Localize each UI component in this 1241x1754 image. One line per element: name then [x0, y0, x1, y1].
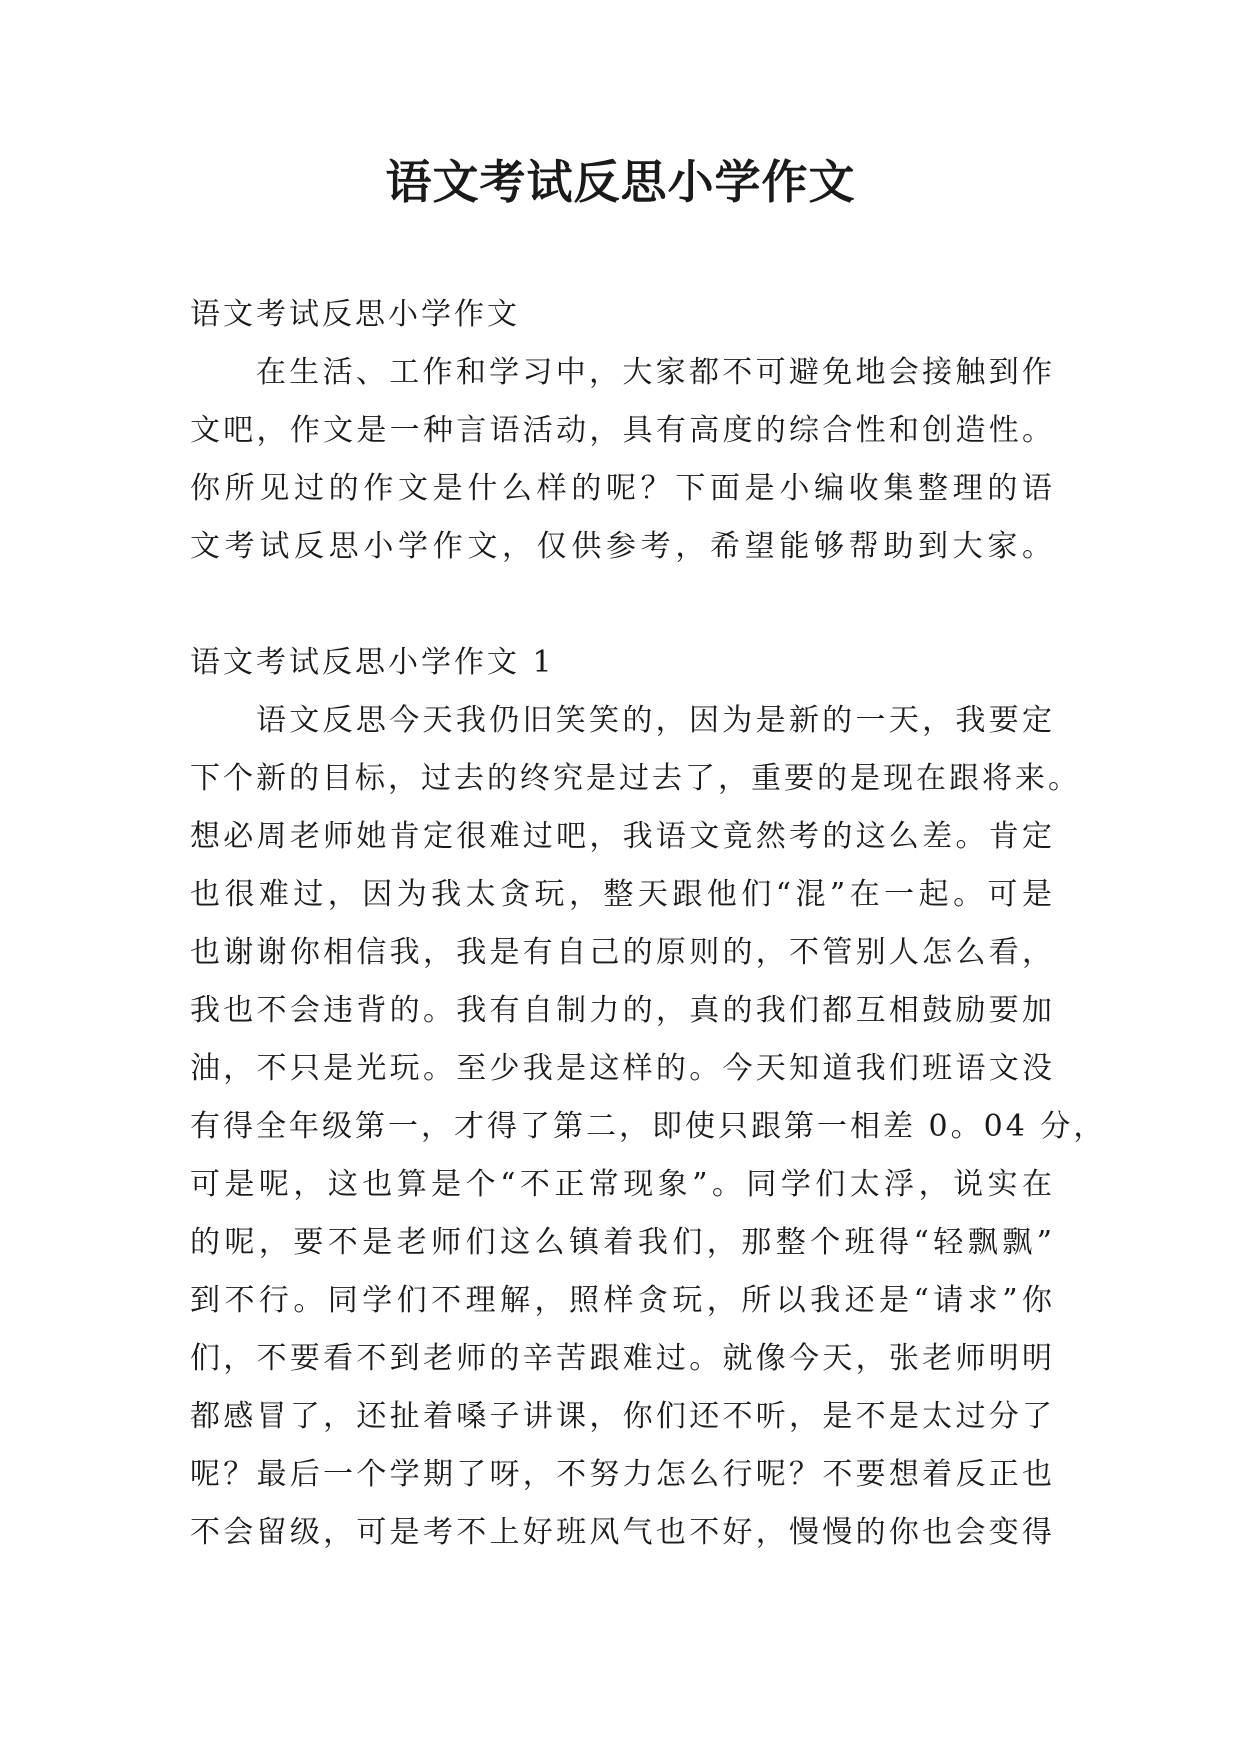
essay-1-line-7: 油，不只是光玩。至少我是这样的。今天知道我们班语文没 [190, 1051, 1055, 1086]
document-title: 语文考试反思小学作文 [385, 155, 856, 209]
intro-line-3: 你所见过的作文是什么样的呢？下面是小编收集整理的语 [190, 471, 1055, 506]
essay-1-line-13: 都感冒了，还扯着嗓子讲课，你们还不听，是不是太过分了 [190, 1399, 1055, 1434]
intro-line-4: 文考试反思小学作文，仅供参考，希望能够帮助到大家。 [190, 529, 1055, 564]
intro-line-2: 文吧，作文是一种言语活动，具有高度的综合性和创造性。 [190, 413, 1055, 448]
essay-1-line-4: 也很难过，因为我太贪玩，整天跟他们“混”在一起。可是 [190, 877, 1055, 912]
essay-1-line-9: 可是呢，这也算是个“不正常现象”。同学们太浮，说实在 [190, 1167, 1055, 1202]
essay-1-line-2: 下个新的目标，过去的终究是过去了，重要的是现在跟将来。 [190, 761, 1081, 796]
essay-1-line-1: 语文反思今天我仍旧笑笑的，因为是新的一天，我要定 [256, 703, 1055, 738]
essay-1-line-11: 到不行。同学们不理解，照样贪玩，所以我还是“请求”你 [190, 1283, 1055, 1318]
essay-1-section [190, 634, 1107, 1562]
essay-1-line-6: 我也不会违背的。我有自制力的，真的我们都互相鼓励要加 [190, 993, 1055, 1028]
essay-1-heading: 语文考试反思小学作文 1 [190, 645, 555, 680]
essay-1-line-12: 们，不要看不到老师的辛苦跟难过。就像今天，张老师明明 [190, 1341, 1055, 1376]
essay-1-line-3: 想必周老师她肯定很难过吧，我语文竟然考的这么差。肯定 [190, 819, 1055, 854]
intro-line-1: 在生活、工作和学习中，大家都不可避免地会接触到作 [256, 355, 1055, 390]
essay-1-line-10: 的呢，要不是老师们这么镇着我们，那整个班得“轻飘飘” [190, 1225, 1055, 1260]
essay-1-line-14: 呢？最后一个学期了呀，不努力怎么行呢？不要想着反正也 [190, 1457, 1055, 1492]
essay-1-line-5: 也谢谢你相信我，我是有自己的原则的，不管别人怎么看， [190, 935, 1055, 970]
intro-section [190, 286, 1055, 576]
intro-heading: 语文考试反思小学作文 [190, 297, 520, 332]
essay-1-line-8: 有得全年级第一，才得了第二，即使只跟第一相差 0。04 分， [190, 1109, 1107, 1144]
essay-1-line-15: 不会留级，可是考不上好班风气也不好，慢慢的你也会变得 [190, 1515, 1055, 1550]
